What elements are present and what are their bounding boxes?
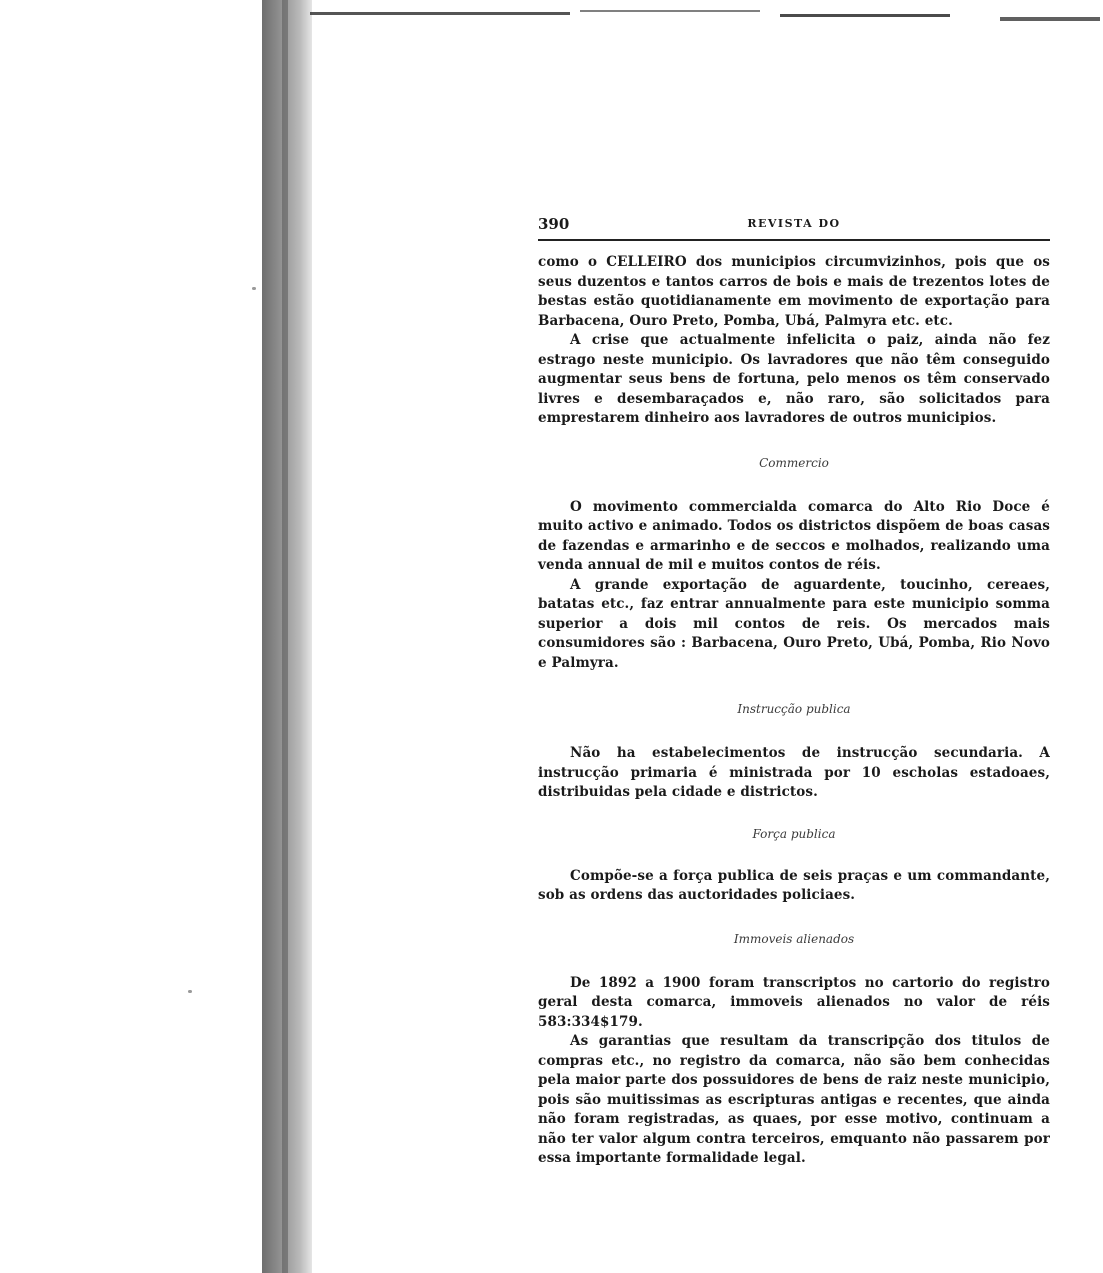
paragraph: Não ha estabelecimentos de instrucção secundaria. A instrucção primaria é ministrada por 10 escholas estadoaes, distribuidas pela cidade e districtos. (538, 745, 1050, 800)
page-header (538, 215, 1050, 237)
book-page (538, 215, 1050, 1169)
header-rule (538, 239, 1050, 241)
paragraph: De 1892 a 1900 foram transcriptos no cartorio do registro geral desta comarca, immoveis alienados no valor de réis 583:334$179. (538, 974, 1050, 1030)
section-heading-commercio: Commercio (759, 455, 829, 470)
running-title: REVISTA DO (747, 217, 841, 230)
paragraph: As garantias que resultam da transcripção dos titulos de compras etc., no registro da comarca, não são bem conhecidas pela maior parte dos possuidores de bens de raiz neste municipio, pois são muitissimas as escripturas antigas e recentes, que ainda não foram registradas, as quaes, por esse motivo, continuam a não ter valor algum contra terceiros, emquanto não passarem por essa importante formalidade legal. (538, 1033, 1050, 1166)
paragraph: A crise que actualmente infelicita o paiz, ainda não fez estrago neste municipio. Os lavradores que não têm conseguido augmentar seus bens de fortuna, pelo menos os têm conservado livres e desembaraçados e, não raro, são solicitados para emprestarem dinheiro aos lavradores de outros municipios. (538, 332, 1050, 426)
scan-top-streaks (300, 0, 1103, 30)
section-heading-instruccao: Instrucção publica (737, 702, 851, 716)
page-number: 390 (538, 215, 570, 233)
section-heading-forca: Força publica (752, 826, 836, 841)
paragraph: O movimento commercialda comarca do Alto Rio Doce é muito activo e animado. Todos os districtos dispõem de boas casas de fazendas e armarinho e de seccos e molhados, realizando uma venda annual de mil e muitos contos de réis. (538, 498, 1050, 573)
scan-speck (188, 990, 192, 993)
paragraph: A grande exportação de aguardente, toucinho, cereaes, batatas etc., faz entrar annualmente para este municipio somma superior a dois mil contos de reis. Os mercados mais consumidores são : Barbacena, Ouro Preto, Ubá, Pomba, Rio Novo e Palmyra. (538, 576, 1050, 671)
body-text (538, 253, 1050, 1169)
binding-edge (282, 0, 288, 1273)
scan-speck (252, 287, 256, 290)
paragraph: Compõe-se a força publica de seis praças e um commandante, sob as ordens das auctoridades policiaes. (538, 867, 1050, 903)
paragraph: como o CELLEIRO dos municipios circumvizinhos, pois que os seus duzentos e tantos carros de bois e mais de trezentos lotes de bestas estão quotidianamente em movimento de exportação para Barbacena, Ouro Preto, Pomba, Ubá, Palmyra etc. etc. (538, 254, 1050, 329)
section-heading-immoveis: Immoveis alienados (733, 931, 855, 946)
